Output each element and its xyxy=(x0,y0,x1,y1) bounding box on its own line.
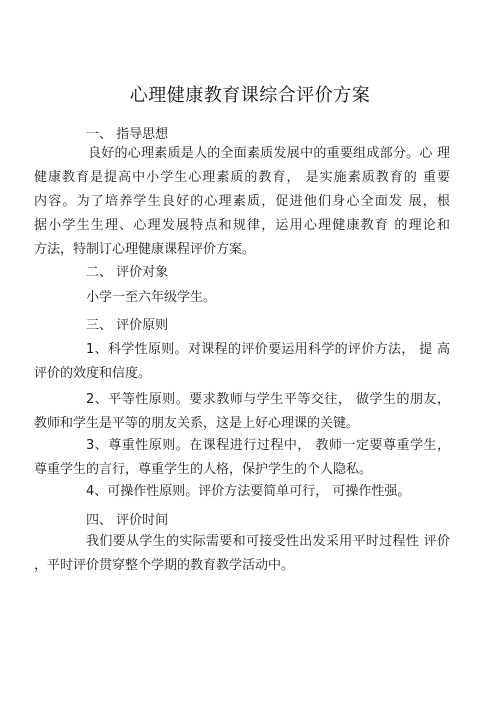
paragraph-line: 评价的效度和信度。 xyxy=(34,366,152,381)
paragraph-line: ，平时评价贯穿整个学期的教育教学活动中。 xyxy=(34,558,295,573)
section-heading-evaluation-time: 四、 评价时间 xyxy=(86,513,169,528)
paragraph-line: 1、科学性原则。对课程的评价要运用科学的评价方法， 提 高 xyxy=(86,342,450,357)
paragraph-line: 我们要从学生的实际需要和可接受性出发采用平时过程性 评价 xyxy=(86,534,450,549)
section-heading-evaluation-target: 二、 评价对象 xyxy=(86,265,169,280)
paragraph-line: 良好的心理素质是人的全面素质发展中的重要组成部分。心 理 xyxy=(88,146,450,161)
paragraph-line: 内容。为了培养学生良好的心理素质，促进他们身心全面发 展，根 xyxy=(34,194,450,209)
principle-item-operability xyxy=(86,480,450,504)
paragraph-line: 尊重学生的言行，尊重学生的人格，保护学生的个人隐私。 xyxy=(34,462,373,477)
paragraph-line: 据小学生生理、心理发展特点和规律，运用心理健康教育 的理论和 xyxy=(34,218,450,233)
section-paragraph-evaluation-time xyxy=(34,530,450,578)
section-heading-evaluation-principles: 三、 评价原则 xyxy=(86,318,169,333)
paragraph-line: 健康教育是提高中小学生心理素质的教育， 是实施素质教育的 重要 xyxy=(34,170,450,185)
section-heading-guiding-thought: 一、 指导思想 xyxy=(86,127,169,142)
paragraph-line: 4、可操作性原则。评价方法要简单可行， 可操作性强。 xyxy=(86,484,411,499)
section-paragraph-evaluation-target xyxy=(86,286,450,310)
principle-item-respect xyxy=(34,434,450,482)
paragraph-line: 小学一至六年级学生。 xyxy=(86,290,217,305)
paragraph-line: 2、平等性原则。要求教师与学生平等交往， 做学生的朋友， xyxy=(86,392,450,407)
paragraph-line: 3、尊重性原则。在课程进行过程中， 教师一定要尊重学生， xyxy=(86,438,450,453)
principle-item-equality xyxy=(34,388,450,436)
principle-item-scientific xyxy=(34,338,450,386)
section-paragraph-guiding-thought xyxy=(34,142,450,262)
paragraph-line: 方法，特制订心理健康课程评价方案。 xyxy=(34,242,256,257)
document-title: 心理健康教育课综合评价方案 xyxy=(129,85,371,106)
paragraph-line: 教师和学生是平等的朋友关系，这是上好心理课的关键。 xyxy=(34,416,360,431)
